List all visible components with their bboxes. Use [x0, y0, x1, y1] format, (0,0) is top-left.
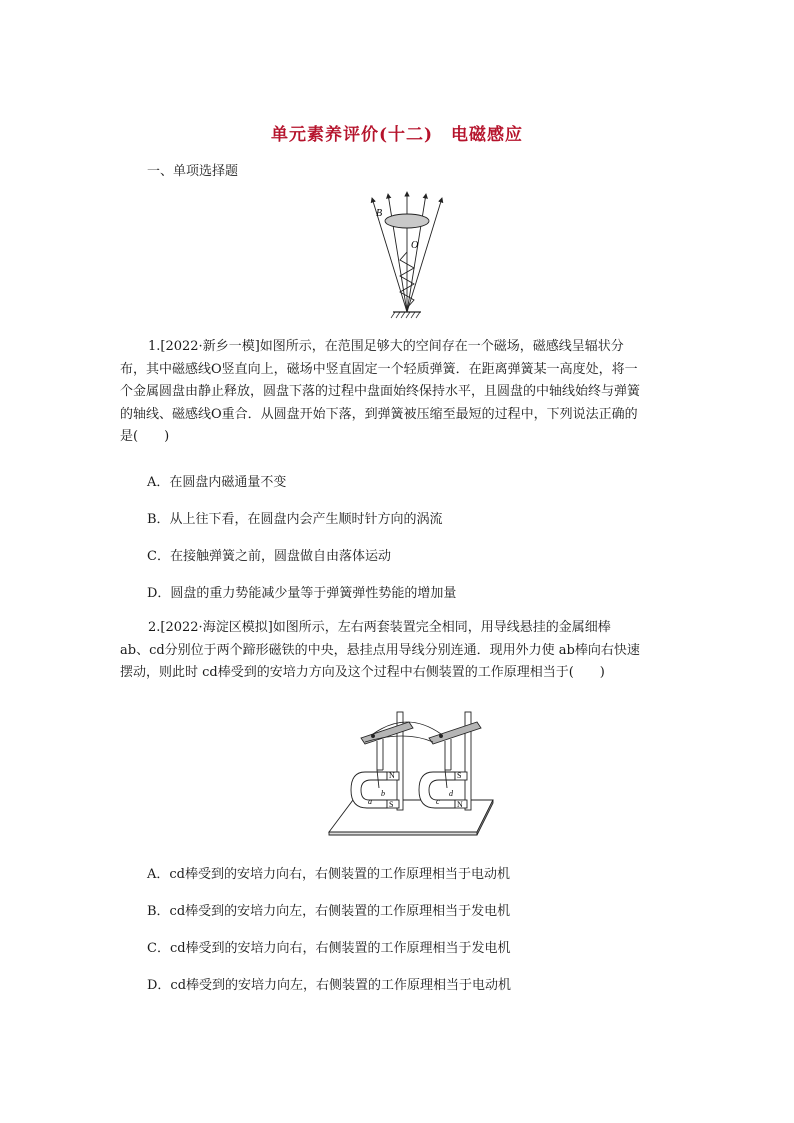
q2-number: 2. [148, 620, 161, 635]
q1-line-5: 是( ) [120, 429, 170, 444]
q1-option-c[interactable]: C．在接触弹簧之前，圆盘做自由落体运动 [147, 549, 391, 564]
q1-source: [2022·新乡一模] [160, 339, 260, 354]
metal-disc [385, 214, 429, 228]
q1-option-d[interactable]: D．圆盘的重力势能减少量等于弹簧弹性势能的增加量 [147, 586, 457, 601]
right-label-c: c [436, 797, 440, 806]
q1-option-b[interactable]: B．从上往下看，在圆盘内会产生顺时针方向的涡流 [147, 512, 443, 527]
q1-number: 1. [148, 339, 161, 354]
q2-option-c[interactable]: C．cd棒受到的安培力向右，右侧装置的工作原理相当于发电机 [147, 941, 511, 956]
page-title: 单元素养评价(十二) 电磁感应 [270, 125, 524, 145]
left-pole-top: N [389, 771, 395, 780]
question-2 [120, 617, 676, 685]
q2-line-2: ab、cd分别位于两个蹄形磁铁的中央，悬挂点用导线分别连通．现用外力使 ab棒向右快速 [120, 642, 640, 658]
q2-line-1: 如图所示，左右两套装置完全相同，用导线悬挂的金属细棒 [272, 620, 611, 635]
figure-radial-field [355, 190, 445, 320]
q2-line-3: 摆动，则此时 cd棒受到的安培力方向及这个过程中右侧装置的工作原理相当于( ) [120, 665, 605, 680]
q1-line-2: 布，其中磁感线O竖直向上，磁场中竖直固定一个轻质弹簧．在距离弹簧某一高度处，将一 [120, 361, 638, 377]
right-pole-bottom: N [457, 800, 463, 809]
right-pole-top: S [457, 771, 462, 780]
q2-option-b[interactable]: B．cd棒受到的安培力向左，右侧装置的工作原理相当于发电机 [147, 904, 511, 919]
left-pole-bottom: S [389, 800, 394, 809]
figure-two-apparatus [325, 708, 495, 836]
question-1 [120, 336, 676, 449]
left-label-b: b [381, 789, 385, 798]
q1-line-3: 个金属圆盘由静止释放，圆盘下落的过程中盘面始终保持水平，且圆盘的中轴线始终与弹簧 [120, 384, 641, 399]
label-O: O [411, 240, 419, 251]
q1-option-a[interactable]: A．在圆盘内磁通量不变 [147, 475, 287, 490]
q2-option-a[interactable]: A．cd棒受到的安培力向右，右侧装置的工作原理相当于电动机 [147, 867, 510, 882]
section-heading: 一、单项选择题 [147, 164, 239, 179]
label-B: B [376, 208, 383, 219]
q2-source: [2022·海淀区模拟] [160, 620, 273, 635]
right-label-d: d [449, 789, 453, 798]
left-label-a: a [368, 797, 372, 806]
q1-line-4: 的轴线、磁感线O重合．从圆盘开始下落，到弹簧被压缩至最短的过程中，下列说法正确的 [120, 406, 638, 422]
q1-line-1: 如图所示，在范围足够大的空间存在一个磁场，磁感线呈辐状分 [259, 339, 624, 354]
q2-option-d[interactable]: D．cd棒受到的安培力向左，右侧装置的工作原理相当于电动机 [147, 978, 512, 993]
